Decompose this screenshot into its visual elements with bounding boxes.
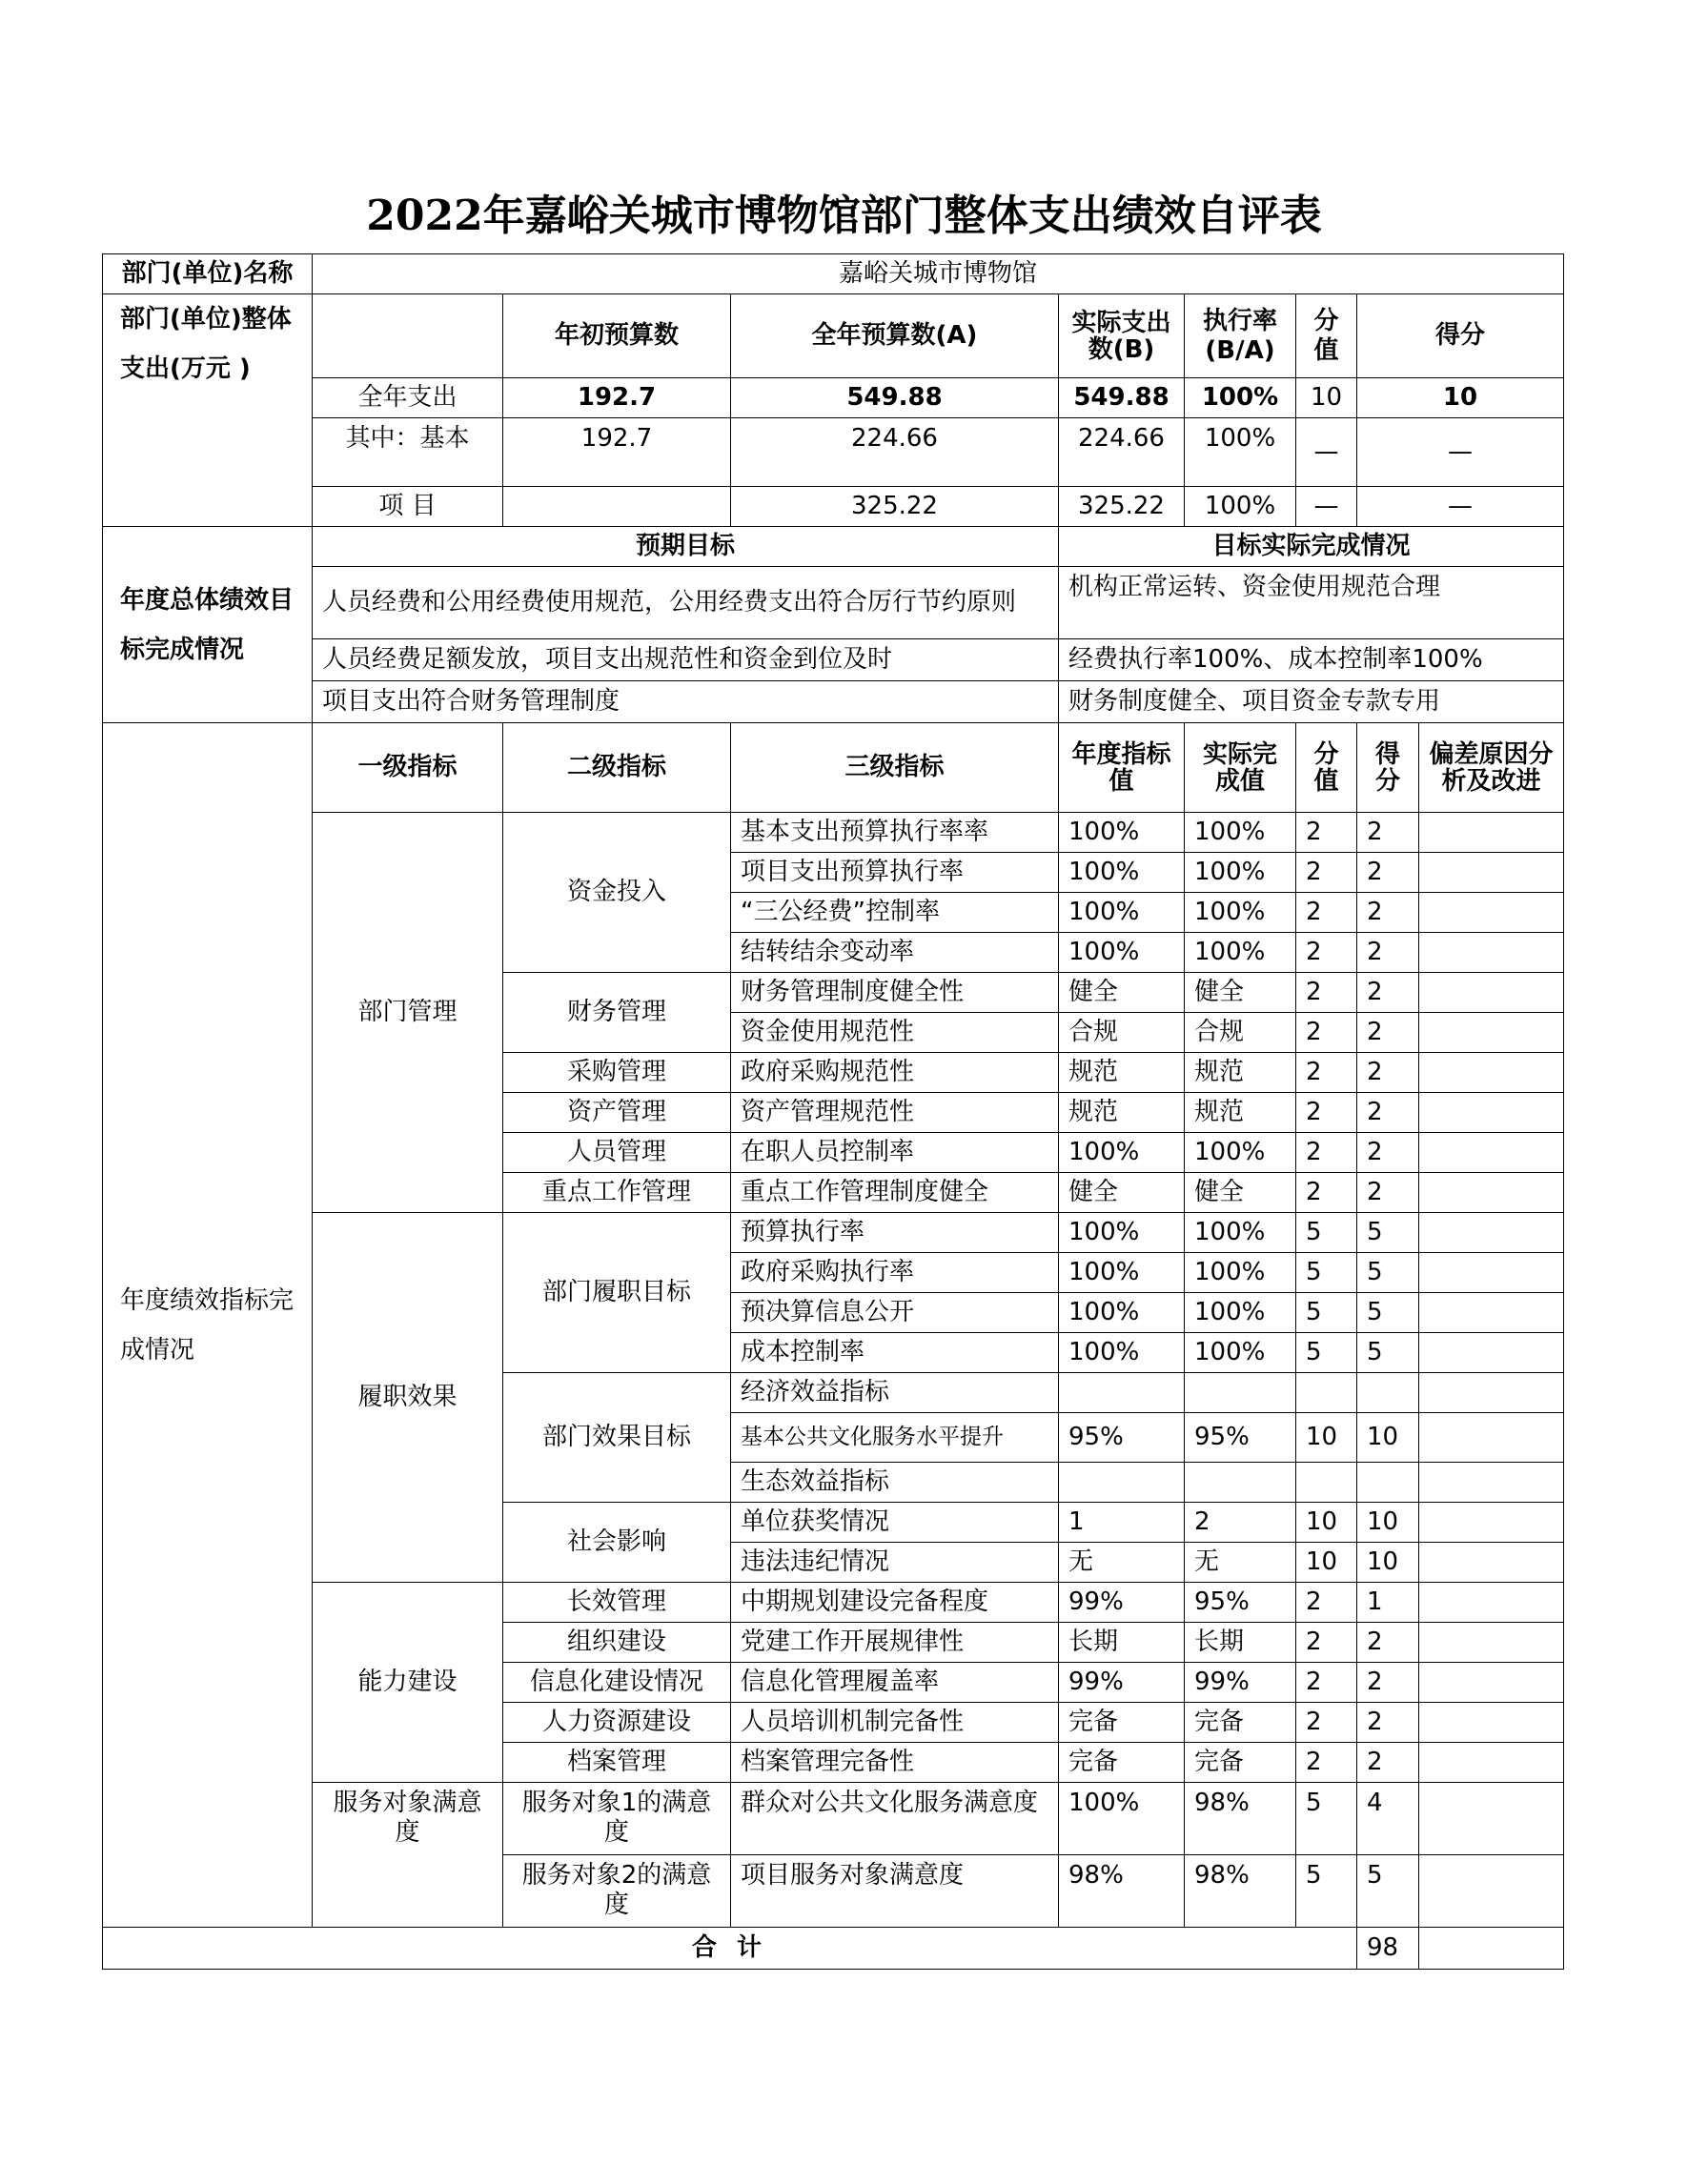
ind-deviation-cell — [1419, 933, 1564, 973]
budget-row-rate: 100% — [1185, 378, 1296, 418]
ind-deviation-cell — [1419, 1053, 1564, 1093]
ind-actual-cell: 合规 — [1185, 1013, 1296, 1053]
ind-l2-cell: 长效管理 — [503, 1583, 731, 1623]
ind-l3-cell: 违法违纪情况 — [731, 1543, 1059, 1583]
ind-score-cell: 2 — [1357, 1703, 1419, 1743]
ind-deviation-cell — [1419, 1133, 1564, 1173]
ind-l3-cell: 预算执行率 — [731, 1213, 1059, 1253]
goal-actual: 财务制度健全、项目资金专款专用 — [1059, 681, 1564, 723]
ind-deviation-cell — [1419, 1253, 1564, 1293]
ind-l3-cell: 生态效益指标 — [731, 1463, 1059, 1503]
ind-header-l2: 二级指标 — [503, 723, 731, 813]
ind-deviation-cell — [1419, 813, 1564, 853]
ind-deviation-cell — [1419, 1783, 1564, 1855]
ind-score-cell: 2 — [1357, 1013, 1419, 1053]
ind-value-cell: 5 — [1296, 1253, 1357, 1293]
ind-target-cell: 98% — [1059, 1855, 1185, 1928]
ind-actual-cell — [1185, 1463, 1296, 1503]
ind-deviation-cell — [1419, 1013, 1564, 1053]
ind-target-cell: 合规 — [1059, 1013, 1185, 1053]
budget-header-score-value: 分值 — [1296, 294, 1357, 378]
goals-section-label: 年度总体绩效目 标完成情况 — [103, 527, 313, 723]
ind-header-target: 年度指标值 — [1059, 723, 1185, 813]
ind-target-cell: 99% — [1059, 1663, 1185, 1703]
ind-value-cell: 5 — [1296, 1293, 1357, 1333]
ind-value-cell: 2 — [1296, 1173, 1357, 1213]
goals-header-actual: 目标实际完成情况 — [1059, 527, 1564, 567]
ind-score-cell: 4 — [1357, 1783, 1419, 1855]
budget-row-score-value: 10 — [1296, 378, 1357, 418]
ind-header-actual: 实际完成值 — [1185, 723, 1296, 813]
ind-value-cell: 5 — [1296, 1213, 1357, 1253]
goal-expected: 项目支出符合财务管理制度 — [313, 681, 1059, 723]
goal-row — [103, 681, 1564, 723]
ind-deviation-cell — [1419, 1703, 1564, 1743]
ind-target-cell: 规范 — [1059, 1053, 1185, 1093]
ind-value-cell: 2 — [1296, 1133, 1357, 1173]
ind-value-cell: 2 — [1296, 1093, 1357, 1133]
ind-target-cell — [1059, 1373, 1185, 1413]
ind-l2-cell: 人员管理 — [503, 1133, 731, 1173]
indicator-row — [103, 813, 1564, 853]
ind-l2-cell: 财务管理 — [503, 973, 731, 1053]
ind-actual-cell: 98% — [1185, 1783, 1296, 1855]
budget-row-actual: 325.22 — [1059, 487, 1185, 527]
ind-value-cell: 2 — [1296, 1743, 1357, 1783]
budget-header-initial: 年初预算数 — [503, 294, 731, 378]
ind-header-deviation: 偏差原因分析及改进 — [1419, 723, 1564, 813]
budget-row-label: 其中：基本 — [313, 418, 503, 487]
ind-target-cell: 100% — [1059, 1333, 1185, 1373]
ind-actual-cell: 规范 — [1185, 1093, 1296, 1133]
ind-actual-cell: 95% — [1185, 1413, 1296, 1463]
ind-score-cell: 2 — [1357, 1743, 1419, 1783]
ind-score-cell: 2 — [1357, 853, 1419, 893]
ind-score-cell: 2 — [1357, 1663, 1419, 1703]
ind-actual-cell: 2 — [1185, 1503, 1296, 1543]
ind-deviation-cell — [1419, 1213, 1564, 1253]
ind-target-cell: 100% — [1059, 1213, 1185, 1253]
indicators-section-label: 年度绩效指标完 成情况 — [103, 723, 313, 1928]
ind-target-cell: 无 — [1059, 1543, 1185, 1583]
ind-deviation-cell — [1419, 1583, 1564, 1623]
ind-target-cell: 100% — [1059, 933, 1185, 973]
goal-actual: 经费执行率100%、成本控制率100% — [1059, 639, 1564, 681]
ind-header-l3: 三级指标 — [731, 723, 1059, 813]
ind-value-cell: 2 — [1296, 973, 1357, 1013]
ind-score-cell: 5 — [1357, 1855, 1419, 1928]
ind-score-cell: 5 — [1357, 1253, 1419, 1293]
ind-actual-cell: 规范 — [1185, 1053, 1296, 1093]
ind-actual-cell: 健全 — [1185, 973, 1296, 1013]
ind-target-cell: 95% — [1059, 1413, 1185, 1463]
budget-row — [103, 418, 1564, 487]
ind-l2-cell: 社会影响 — [503, 1503, 731, 1583]
ind-l3-cell: 人员培训机制完备性 — [731, 1703, 1059, 1743]
ind-target-cell: 1 — [1059, 1503, 1185, 1543]
ind-value-cell: 2 — [1296, 813, 1357, 853]
ind-value-cell: 2 — [1296, 1583, 1357, 1623]
ind-value-cell: 2 — [1296, 1623, 1357, 1663]
ind-deviation-cell — [1419, 1663, 1564, 1703]
ind-l2-cell: 采购管理 — [503, 1053, 731, 1093]
dept-row — [103, 254, 1564, 294]
ind-value-cell — [1296, 1463, 1357, 1503]
ind-deviation-cell — [1419, 1093, 1564, 1133]
goals-header-expected: 预期目标 — [313, 527, 1059, 567]
total-row — [103, 1928, 1564, 1970]
ind-deviation-cell — [1419, 1373, 1564, 1413]
ind-deviation-cell — [1419, 893, 1564, 933]
dept-label: 部门(单位)名称 — [103, 254, 313, 294]
ind-target-cell: 100% — [1059, 1253, 1185, 1293]
ind-l3-cell: 资产管理规范性 — [731, 1093, 1059, 1133]
goal-row — [103, 639, 1564, 681]
budget-row — [103, 487, 1564, 527]
budget-row-score: — — [1357, 418, 1564, 487]
ind-value-cell: 10 — [1296, 1503, 1357, 1543]
ind-value-cell: 2 — [1296, 1663, 1357, 1703]
ind-actual-cell: 100% — [1185, 1213, 1296, 1253]
ind-l2-cell: 服务对象1的满意度 — [503, 1783, 731, 1855]
ind-value-cell: 2 — [1296, 1013, 1357, 1053]
ind-l3-cell: 项目支出预算执行率 — [731, 853, 1059, 893]
budget-header-score: 得分 — [1357, 294, 1564, 378]
ind-value-cell: 10 — [1296, 1413, 1357, 1463]
ind-l3-cell: 中期规划建设完备程度 — [731, 1583, 1059, 1623]
ind-deviation-cell — [1419, 1503, 1564, 1543]
ind-score-cell: 2 — [1357, 813, 1419, 853]
ind-value-cell: 5 — [1296, 1783, 1357, 1855]
budget-row-initial: 192.7 — [503, 378, 731, 418]
budget-row-score: 10 — [1357, 378, 1564, 418]
ind-l3-cell: 信息化管理履盖率 — [731, 1663, 1059, 1703]
ind-actual-cell: 100% — [1185, 893, 1296, 933]
ind-l3-cell: 政府采购执行率 — [731, 1253, 1059, 1293]
ind-target-cell: 99% — [1059, 1583, 1185, 1623]
ind-l2-cell: 重点工作管理 — [503, 1173, 731, 1213]
ind-deviation-cell — [1419, 1623, 1564, 1663]
ind-value-cell: 5 — [1296, 1855, 1357, 1928]
ind-l1-cell: 部门管理 — [313, 813, 503, 1213]
ind-actual-cell: 100% — [1185, 813, 1296, 853]
ind-header-value: 分值 — [1296, 723, 1357, 813]
ind-l2-cell: 组织建设 — [503, 1623, 731, 1663]
ind-actual-cell: 完备 — [1185, 1743, 1296, 1783]
goal-expected: 人员经费足额发放，项目支出规范性和资金到位及时 — [313, 639, 1059, 681]
ind-l1-cell: 履职效果 — [313, 1213, 503, 1583]
budget-row-rate: 100% — [1185, 487, 1296, 527]
total-score: 98 — [1357, 1928, 1419, 1970]
ind-l3-cell: “三公经费”控制率 — [731, 893, 1059, 933]
budget-header-actual: 实际支出数(B) — [1059, 294, 1185, 378]
ind-score-cell: 2 — [1357, 1133, 1419, 1173]
ind-actual-cell: 完备 — [1185, 1703, 1296, 1743]
ind-actual-cell: 95% — [1185, 1583, 1296, 1623]
budget-row-initial — [503, 487, 731, 527]
ind-value-cell: 5 — [1296, 1333, 1357, 1373]
page-title: 2022年嘉峪关城市博物馆部门整体支出绩效自评表 — [366, 192, 1322, 240]
ind-score-cell: 2 — [1357, 933, 1419, 973]
ind-value-cell: 10 — [1296, 1543, 1357, 1583]
ind-target-cell: 完备 — [1059, 1743, 1185, 1783]
ind-score-cell: 2 — [1357, 1093, 1419, 1133]
ind-l2-cell: 档案管理 — [503, 1743, 731, 1783]
ind-target-cell: 规范 — [1059, 1093, 1185, 1133]
ind-score-cell: 5 — [1357, 1333, 1419, 1373]
ind-actual-cell: 无 — [1185, 1543, 1296, 1583]
budget-header-blank — [313, 294, 503, 378]
ind-l3-cell: 基本支出预算执行率率 — [731, 813, 1059, 853]
ind-l3-cell: 预决算信息公开 — [731, 1293, 1059, 1333]
ind-value-cell — [1296, 1373, 1357, 1413]
ind-l2-cell: 资金投入 — [503, 813, 731, 973]
ind-target-cell: 100% — [1059, 1293, 1185, 1333]
ind-l2-cell: 人力资源建设 — [503, 1703, 731, 1743]
ind-actual-cell: 100% — [1185, 1133, 1296, 1173]
ind-actual-cell: 98% — [1185, 1855, 1296, 1928]
ind-score-cell: 10 — [1357, 1413, 1419, 1463]
ind-target-cell: 100% — [1059, 1133, 1185, 1173]
budget-header-row — [103, 294, 1564, 378]
ind-l3-cell: 结转结余变动率 — [731, 933, 1059, 973]
ind-deviation-cell — [1419, 1463, 1564, 1503]
ind-score-cell: 10 — [1357, 1543, 1419, 1583]
budget-header-rate: 执行率(B/A) — [1185, 294, 1296, 378]
ind-l3-cell: 经济效益指标 — [731, 1373, 1059, 1413]
ind-score-cell: 5 — [1357, 1293, 1419, 1333]
ind-actual-cell: 100% — [1185, 853, 1296, 893]
ind-actual-cell: 健全 — [1185, 1173, 1296, 1213]
indicator-row — [103, 1783, 1564, 1855]
goals-header-row — [103, 527, 1564, 567]
budget-row-full-year: 549.88 — [731, 378, 1059, 418]
ind-deviation-cell — [1419, 1413, 1564, 1463]
ind-score-cell: 1 — [1357, 1583, 1419, 1623]
ind-score-cell: 2 — [1357, 1623, 1419, 1663]
ind-deviation-cell — [1419, 853, 1564, 893]
ind-value-cell: 2 — [1296, 893, 1357, 933]
ind-l3-cell: 资金使用规范性 — [731, 1013, 1059, 1053]
ind-target-cell: 100% — [1059, 893, 1185, 933]
budget-section-label: 部门(单位)整体 支出(万元 ) — [103, 294, 313, 527]
ind-header-l1: 一级指标 — [313, 723, 503, 813]
budget-row-score-value: — — [1296, 418, 1357, 487]
ind-header-score: 得分 — [1357, 723, 1419, 813]
ind-l3-cell: 在职人员控制率 — [731, 1133, 1059, 1173]
ind-l3-cell: 项目服务对象满意度 — [731, 1855, 1059, 1928]
ind-l1-cell: 能力建设 — [313, 1583, 503, 1783]
budget-row-initial: 192.7 — [503, 418, 731, 487]
ind-l3-cell: 政府采购规范性 — [731, 1053, 1059, 1093]
ind-score-cell: 2 — [1357, 973, 1419, 1013]
ind-deviation-cell — [1419, 1743, 1564, 1783]
ind-l3-cell: 基本公共文化服务水平提升 — [731, 1413, 1059, 1463]
budget-row-actual: 224.66 — [1059, 418, 1185, 487]
ind-target-cell — [1059, 1463, 1185, 1503]
ind-score-cell: 2 — [1357, 1173, 1419, 1213]
budget-row-rate: 100% — [1185, 418, 1296, 487]
dept-value: 嘉峪关城市博物馆 — [313, 254, 1564, 294]
ind-l3-cell: 党建工作开展规律性 — [731, 1623, 1059, 1663]
ind-value-cell: 2 — [1296, 1053, 1357, 1093]
ind-l1-cell: 服务对象满意度 — [313, 1783, 503, 1928]
total-deviation-cell — [1419, 1928, 1564, 1970]
ind-target-cell: 100% — [1059, 813, 1185, 853]
budget-row-score-value: — — [1296, 487, 1357, 527]
ind-actual-cell: 100% — [1185, 1253, 1296, 1293]
ind-value-cell: 2 — [1296, 1703, 1357, 1743]
ind-deviation-cell — [1419, 1293, 1564, 1333]
budget-row-label: 全年支出 — [313, 378, 503, 418]
ind-target-cell: 100% — [1059, 1783, 1185, 1855]
goal-row — [103, 567, 1564, 639]
budget-row-score: — — [1357, 487, 1564, 527]
evaluation-table — [102, 253, 1564, 1970]
budget-row-full-year: 325.22 — [731, 487, 1059, 527]
budget-header-full-year: 全年预算数(A) — [731, 294, 1059, 378]
ind-actual-cell: 长期 — [1185, 1623, 1296, 1663]
budget-row-label: 项 目 — [313, 487, 503, 527]
ind-target-cell: 健全 — [1059, 973, 1185, 1013]
ind-l3-cell: 群众对公共文化服务满意度 — [731, 1783, 1059, 1855]
budget-row-actual: 549.88 — [1059, 378, 1185, 418]
goal-expected: 人员经费和公用经费使用规范，公用经费支出符合厉行节约原则 — [313, 567, 1059, 639]
ind-deviation-cell — [1419, 1333, 1564, 1373]
ind-l2-cell: 部门履职目标 — [503, 1213, 731, 1373]
ind-value-cell: 2 — [1296, 853, 1357, 893]
indicator-row — [103, 1583, 1564, 1623]
indicator-row — [103, 1213, 1564, 1253]
ind-deviation-cell — [1419, 1543, 1564, 1583]
ind-score-cell — [1357, 1373, 1419, 1413]
ind-l3-cell: 重点工作管理制度健全 — [731, 1173, 1059, 1213]
ind-target-cell: 完备 — [1059, 1703, 1185, 1743]
ind-score-cell: 2 — [1357, 893, 1419, 933]
ind-score-cell: 5 — [1357, 1213, 1419, 1253]
ind-score-cell — [1357, 1463, 1419, 1503]
ind-actual-cell: 99% — [1185, 1663, 1296, 1703]
ind-actual-cell: 100% — [1185, 1333, 1296, 1373]
ind-target-cell: 健全 — [1059, 1173, 1185, 1213]
ind-l2-cell: 资产管理 — [503, 1093, 731, 1133]
ind-actual-cell — [1185, 1373, 1296, 1413]
ind-target-cell: 100% — [1059, 853, 1185, 893]
ind-actual-cell: 100% — [1185, 933, 1296, 973]
ind-actual-cell: 100% — [1185, 1293, 1296, 1333]
ind-l3-cell: 财务管理制度健全性 — [731, 973, 1059, 1013]
ind-value-cell: 2 — [1296, 933, 1357, 973]
ind-score-cell: 10 — [1357, 1503, 1419, 1543]
ind-deviation-cell — [1419, 1855, 1564, 1928]
goal-actual: 机构正常运转、资金使用规范合理 — [1059, 567, 1564, 639]
budget-row-full-year: 224.66 — [731, 418, 1059, 487]
ind-l2-cell: 服务对象2的满意度 — [503, 1855, 731, 1928]
ind-l3-cell: 单位获奖情况 — [731, 1503, 1059, 1543]
indicators-header-row — [103, 723, 1564, 813]
ind-l2-cell: 部门效果目标 — [503, 1373, 731, 1503]
ind-target-cell: 长期 — [1059, 1623, 1185, 1663]
ind-l3-cell: 成本控制率 — [731, 1333, 1059, 1373]
total-label: 合 计 — [103, 1928, 1357, 1970]
budget-row — [103, 378, 1564, 418]
ind-deviation-cell — [1419, 1173, 1564, 1213]
ind-deviation-cell — [1419, 973, 1564, 1013]
ind-l3-cell: 档案管理完备性 — [731, 1743, 1059, 1783]
ind-l2-cell: 信息化建设情况 — [503, 1663, 731, 1703]
ind-score-cell: 2 — [1357, 1053, 1419, 1093]
